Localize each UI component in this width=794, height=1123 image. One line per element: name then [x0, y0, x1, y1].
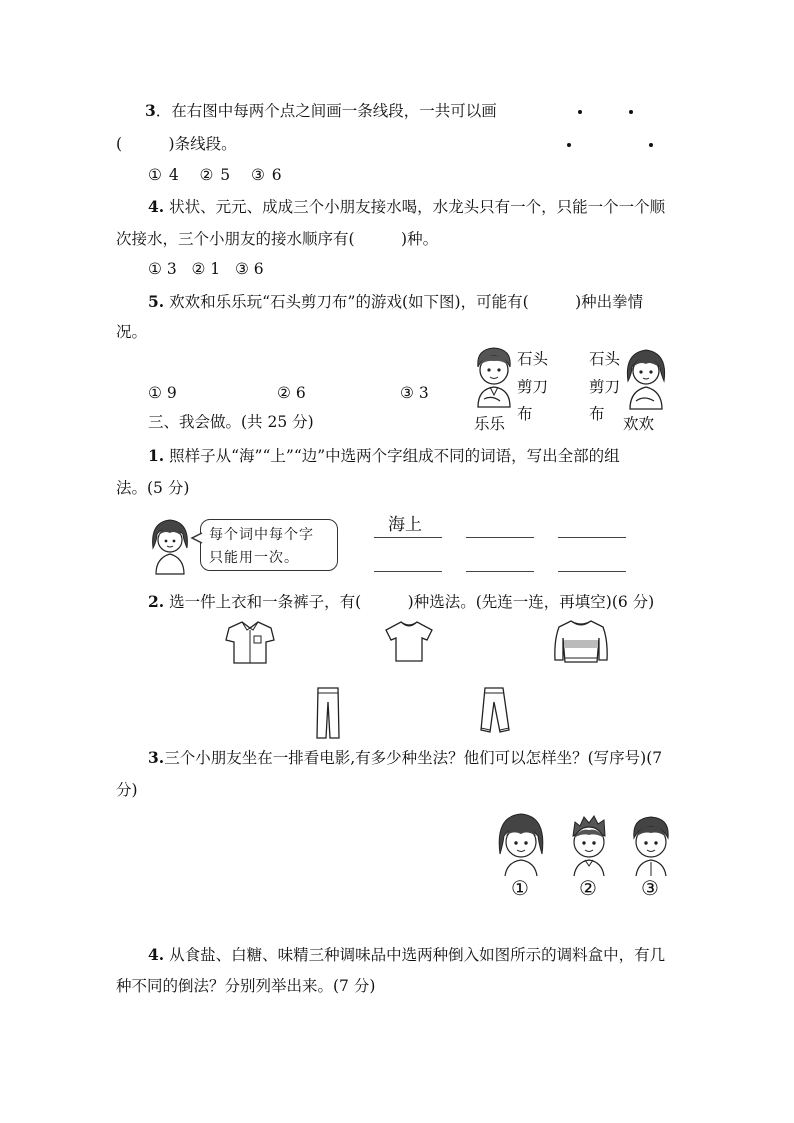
s3q1-text-1: 照样子从“海”“上”“边”中选两个字组成不同的词语，写出全部的组 — [169, 447, 620, 465]
q5-right-word-3: 布 — [589, 405, 605, 423]
s3q1-line1 — [148, 446, 620, 466]
s3q3-line2: 分) — [116, 781, 138, 799]
q4-line2: 次接水，三个小朋友的接水顺序有( )种。 — [116, 230, 439, 248]
girl-speaker-illustration — [148, 516, 192, 576]
q5-option-1[interactable]: ① 9 — [148, 384, 177, 402]
q5-line1 — [148, 292, 643, 312]
answer-line-1 — [374, 537, 442, 538]
q4-options — [148, 259, 264, 279]
q5-text-1: 欢欢和乐乐玩“石头剪刀布”的游戏(如下图)，可能有( )种出拳情 — [169, 293, 644, 311]
s3q2-text: 选一件上衣和一条裤子，有( )种选法。(先连一连，再填空)(6 分) — [169, 593, 655, 611]
boy-lele-illustration — [470, 345, 518, 415]
example-word: 海上 — [388, 515, 422, 535]
answer-line-5[interactable] — [466, 571, 534, 572]
diagram-dot-4 — [649, 143, 653, 147]
s3q3-line1 — [148, 748, 662, 768]
q4-number: 4. — [148, 197, 165, 216]
bubble-text-2: 只能用一次。 — [209, 550, 299, 566]
diagram-dot-2 — [629, 110, 633, 114]
kid-label-3: ③ — [641, 876, 659, 900]
bubble-text-1: 每个词中每个字 — [209, 527, 314, 543]
q5-left-word-2: 剪刀 — [517, 378, 549, 396]
q5-right-name: 欢欢 — [623, 415, 655, 433]
s3q3-number: 3. — [148, 748, 165, 767]
q5-left-name: 乐乐 — [474, 415, 506, 433]
answer-line-4[interactable] — [374, 571, 442, 572]
s3q4-line2: 种不同的倒法？分别列举出来。(7 分) — [116, 977, 376, 995]
sweater-icon[interactable] — [553, 618, 609, 664]
speech-bubble-tail — [191, 532, 203, 544]
s3q2-line — [148, 592, 654, 612]
q4-line1 — [148, 197, 665, 217]
s3q4-line1 — [148, 945, 665, 965]
q3-options — [148, 165, 282, 185]
kid-label-2: ② — [579, 876, 597, 900]
q5-right-word-1: 石头 — [589, 350, 621, 368]
diagram-dot-3 — [567, 143, 571, 147]
kid-2-boy-illustration — [564, 812, 614, 878]
q3-option-3[interactable]: ③ 6 — [250, 166, 282, 184]
q5-option-3[interactable]: ③ 3 — [400, 384, 429, 402]
q3-line2: ( )条线段。 — [116, 135, 237, 153]
s3q1-line2: 法。(5 分) — [116, 479, 190, 497]
q3-number: 3 — [145, 101, 156, 120]
kid-1-girl-illustration — [495, 810, 547, 878]
s3q4-text-1: 从食盐、白糖、味精三种调味品中选两种倒入如图所示的调料盒中，有几 — [169, 946, 666, 964]
q3-line1 — [145, 101, 497, 121]
s3q4-number: 4. — [148, 945, 165, 964]
q4-option-3[interactable]: ③ 6 — [234, 260, 264, 278]
answer-line-2[interactable] — [466, 537, 534, 538]
q5-line2: 况。 — [116, 323, 148, 341]
q5-right-word-2: 剪刀 — [589, 378, 621, 396]
q3-option-1[interactable]: ① 4 — [148, 166, 179, 184]
q3-text-a: ．在右图中每两个点之间画一条线段，一共可以画 — [155, 102, 497, 120]
q4-option-2[interactable]: ② 1 — [191, 260, 221, 278]
answer-line-6[interactable] — [558, 571, 626, 572]
q5-left-word-3: 布 — [517, 405, 533, 423]
q4-text-1: 状状、元元、成成三个小朋友接水喝，水龙头只有一个，只能一个一个顺 — [169, 198, 666, 216]
s3q3-text-1: 三个小朋友坐在一排看电影,有多少种坐法？他们可以怎样坐？(写序号)(7 — [164, 749, 663, 767]
kid-3-boy-illustration — [626, 812, 676, 878]
q5-option-2[interactable]: ② 6 — [277, 384, 306, 402]
tshirt-icon[interactable] — [384, 620, 434, 662]
s3q2-number: 2. — [148, 592, 165, 611]
kid-label-1: ① — [511, 876, 529, 900]
q4-option-1[interactable]: ① 3 — [148, 260, 177, 278]
q5-left-word-1: 石头 — [517, 350, 549, 368]
s3q1-number: 1. — [148, 446, 165, 465]
answer-line-3[interactable] — [558, 537, 626, 538]
pants-straight-icon[interactable] — [315, 686, 341, 740]
diagram-dot-1 — [578, 110, 582, 114]
section-3-title: 三、我会做。(共 25 分) — [148, 413, 314, 431]
q3-option-2[interactable]: ② 5 — [199, 166, 231, 184]
girl-huanhuan-illustration — [622, 345, 670, 415]
pants-rolled-icon[interactable] — [477, 686, 511, 738]
q5-number: 5. — [148, 292, 165, 311]
shirt-icon[interactable] — [225, 620, 275, 664]
